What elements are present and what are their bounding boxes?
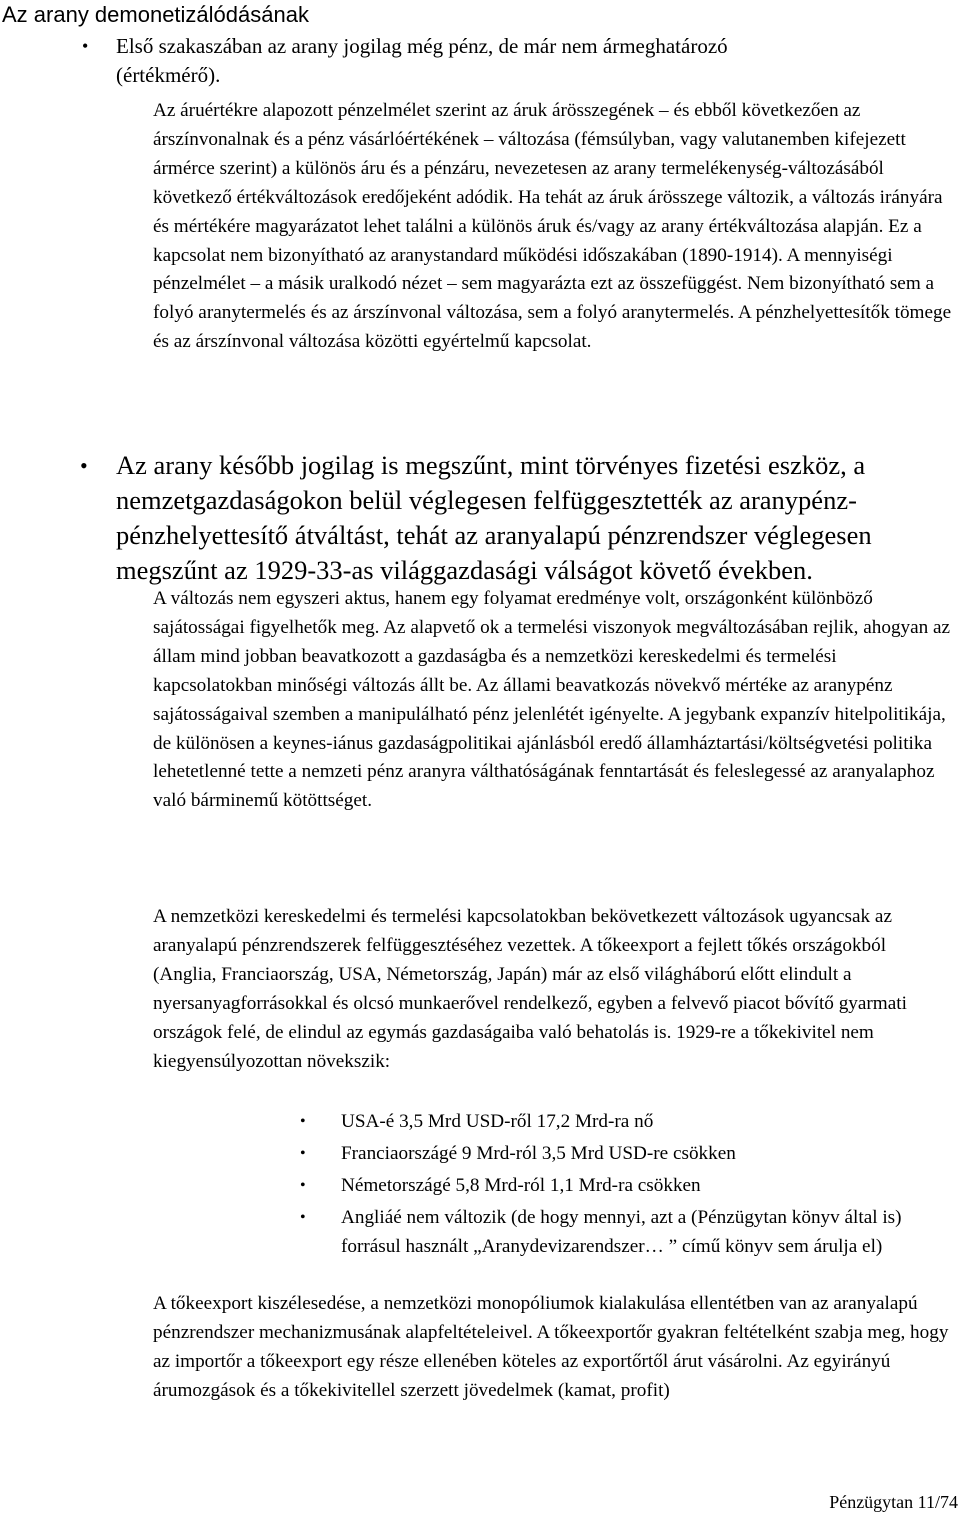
list-item-text: Németországé 5,8 Mrd-ról 1,1 Mrd-ra csökken: [341, 1174, 701, 1196]
page-title: Az arany demonetizálódásának: [2, 2, 309, 27]
list-item: [300, 1204, 951, 1262]
paragraph-monopolies: A tőkeexport kiszélesedése, a nemzetközi monopóliumok kialakulása ellentétben van az aranyalapú pénzrendszer mechanizmusának alapfeltételeivel. A tőkeexportőr gyakran feltételként szabja meg, hogy az importőr a tőkeexport egy része ellenében köteles az exportőrtől árut vásárolni. Az egyirányú árumozgások és a tőkekivitellel szerzett jövedelmek (kamat, profit): [153, 1293, 949, 1401]
bullet-dot: •: [300, 1208, 306, 1226]
list-item: [300, 1140, 951, 1169]
bullet-dot: •: [300, 1144, 306, 1162]
list-item-text: Angliáé nem változik (de hogy mennyi, azt a (Pénzügytan könyv által is) forrásul használt „Aranydevizarendszer… ” című könyv sem árulja el): [341, 1206, 902, 1257]
bullet-dot: •: [300, 1176, 306, 1194]
bullet-dot: •: [80, 453, 88, 478]
paragraph-capital-export: A nemzetközi kereskedelmi és termelési kapcsolatokban bekövetkezett változások ugyancsak az aranyalapú pénzrendszerek felfüggesztéséhez vezettek. A tőkeexport a fejlett tőkés országokból (Anglia, Franciaország, USA, Németország, Japán) már az első világháború előtt elindult a nyersanyagforrásokkal és olcsó munkaerővel rendelkező, egyben a felvevő piacot bővítő gyarmati országok felé, de elindul az egymás gazdaságaiba való behatolás is. 1929-re a tőkekivitel nem kiegyensúlyozottan növekszik:: [153, 906, 907, 1072]
bullet-first-stage: Első szakaszában az arany jogilag még pénz, de már nem ármeghatározó (értékmérő).: [116, 34, 728, 87]
page-footer: Pénzügytan 11/74: [829, 1492, 958, 1512]
paragraph-price-theory: Az áruértékre alapozott pénzelmélet szerint az áruk árösszegének – és ebből következően az árszínvonalnak és a pénz vásárlóértékének – változása (fémsúlyban, vagy valutanemben kifejezett ármérce szerint) a különös áru és a pénzáru, nevezetesen az arany termelékenység-változásából következő értékváltozások eredőjeként adódik. Ha tehát az áruk árösszege változik, a változás irányára és mértékére magyarázatot lehet találni a különös áruk és/vagy az arany értékváltozása alapján. Ez a kapcsolat nem bizonyítható az aranystandard működési időszakában (1890-1914). A mennyiségi pénzelmélet – a másik uralkodó nézet – sem magyarázta ezt az összefüggést. Nem bizonyítható sem a folyó aranytermelés és az árszínvonal változása, sem a folyó aranytermelés. A pénzhelyettesítők tömege és az árszínvonal változása közötti egyértelmű kapcsolat.: [153, 100, 952, 353]
list-item-text: USA-é 3,5 Mrd USD-ről 17,2 Mrd-ra nő: [341, 1111, 654, 1132]
bullet-dot: •: [82, 36, 89, 56]
list-item: [300, 1108, 951, 1137]
list-item: [300, 1172, 951, 1201]
bullet-dot: •: [300, 1113, 306, 1130]
paragraph-state-intervention: A változás nem egyszeri aktus, hanem egy folyamat eredménye volt, országonként különböző sajátosságai figyelhetők meg. Az alapvető ok a termelési viszonyok megváltozásában rejlik, ahogyan az állam mind jobban beavatkozott a gazdaságba és a nemzetközi kereskedelmi és termelési kapcsolatokban minőségi változás állt be. Az állami beavatkozás növekvő mértéke az aranypénz sajátosságaival szemben a manipulálható pénz jelenlétét igényelte. A jegybank expanzív hitelpolitikája, de különösen a keynes-iánus gazdaságpolitikai ajánlásból eredő államháztartási/költségvetési politika lehetetlenné tette a nemzeti pénz aranyra válthatóságának fenntartását és feleslegessé az aranyalaphoz való bárminemű kötöttséget.: [153, 588, 951, 812]
bullet-legal-end: Az arany később jogilag is megszűnt, mint törvényes fizetési eszköz, a nemzetgazdaságokon belül véglegesen felfüggesztették az aranypénz-pénzhelyettesítő átváltást, tehát az aranyalapú pénzrendszer véglegesen megszűnt az 1929-33-as világgazdasági válságot követő években.: [116, 450, 872, 585]
list-item-text: Franciaországé 9 Mrd-ról 3,5 Mrd USD-re csökken: [341, 1142, 736, 1164]
capital-export-list: [300, 1108, 951, 1265]
